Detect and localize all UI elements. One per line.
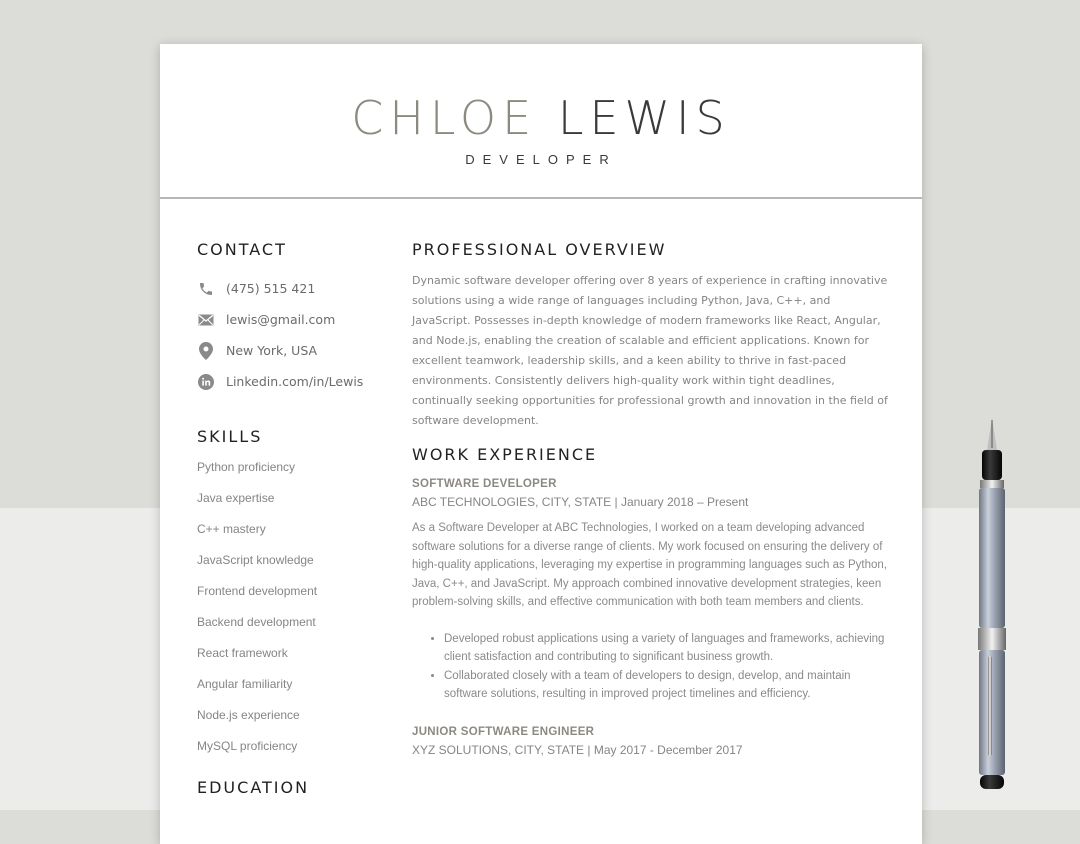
skill-item: Angular familiarity [197, 677, 293, 691]
contact-heading: CONTACT [197, 240, 287, 259]
contact-location-text: New York, USA [226, 343, 318, 358]
job-role: DEVELOPER [465, 152, 617, 167]
job-bullet: • Developed robust applications using a variety of languages and frameworks, achieving client satisfaction and contributing to significant business growth. [444, 630, 892, 667]
overview-heading: PROFESSIONAL OVERVIEW [412, 240, 667, 259]
skill-item: Python proficiency [197, 460, 296, 474]
linkedin-icon [197, 373, 215, 391]
education-heading: EDUCATION [197, 778, 310, 797]
phone-icon [197, 280, 215, 298]
skill-item: C++ mastery [197, 522, 266, 536]
skill-item: JavaScript knowledge [197, 553, 314, 567]
main-column [412, 240, 892, 757]
job-bullet: • Collaborated closely with a team of developers to design, develop, and maintain software solutions, resulting in improved project timelines and efficiency. [444, 667, 892, 704]
last-name: LEWIS [557, 91, 731, 145]
skills-heading: SKILLS [197, 427, 263, 446]
job-bullets [412, 630, 892, 704]
skill-item: MySQL proficiency [197, 739, 298, 753]
job-title: SOFTWARE DEVELOPER [412, 478, 557, 490]
sidebar [197, 240, 397, 797]
work-heading: WORK EXPERIENCE [412, 445, 598, 464]
mail-icon [197, 311, 215, 329]
contact-linkedin [197, 366, 397, 397]
contact-phone-text: (475) 515 421 [226, 281, 316, 296]
contact-location [197, 335, 397, 366]
skill-item: Frontend development [197, 584, 318, 598]
contact-email-text: lewis@gmail.com [226, 312, 336, 327]
skill-item: Node.js experience [197, 708, 300, 722]
header-divider [160, 197, 922, 199]
contact-email [197, 304, 397, 335]
resume-page [160, 44, 922, 844]
skill-item: Java expertise [197, 491, 275, 505]
skills-list [197, 452, 397, 762]
job-entry [412, 478, 892, 704]
fountain-pen-image [962, 410, 1022, 800]
location-pin-icon [197, 342, 215, 360]
contact-phone [197, 273, 397, 304]
overview-text: Dynamic software developer offering over 8 years of experience in crafting innovative solutions using a wide range of languages including Python, Java, C++, and JavaScript. Possesses in-depth knowledge of modern frameworks like React, Angular, and Node.js, enabling the creation of scalable and efficient applications. Known for excellent teamwork, leadership skills, and a keen ability to thrive in fast-paced environments. Consistently delivers high-quality work within tight deadlines, continually seeking opportunities for professional growth and innovation in the field of software development. [412, 274, 888, 427]
contact-linkedin-text: Linkedin.com/in/Lewis [226, 374, 364, 389]
candidate-name [160, 90, 922, 146]
first-name: CHLOE [351, 91, 538, 145]
job-meta: ABC TECHNOLOGIES, CITY, STATE | January 2018 – Present [412, 495, 749, 509]
skill-item: Backend development [197, 615, 316, 629]
contact-list [197, 273, 397, 397]
job-entry [412, 726, 892, 757]
job-description: As a Software Developer at ABC Technologies, I worked on a team developing advanced software solutions for a diverse range of clients. My work focused on ensuring the delivery of high-quality applications, leveraging my expertise in programming languages such as Python, Java, C++, and JavaScript. My approach combined innovative development strategies, keen problem-solving skills, and effective communication with both team members and clients. [412, 522, 887, 608]
skill-item: React framework [197, 646, 288, 660]
job-title: JUNIOR SOFTWARE ENGINEER [412, 725, 595, 738]
job-meta: XYZ SOLUTIONS, CITY, STATE | May 2017 - December 2017 [412, 742, 743, 757]
